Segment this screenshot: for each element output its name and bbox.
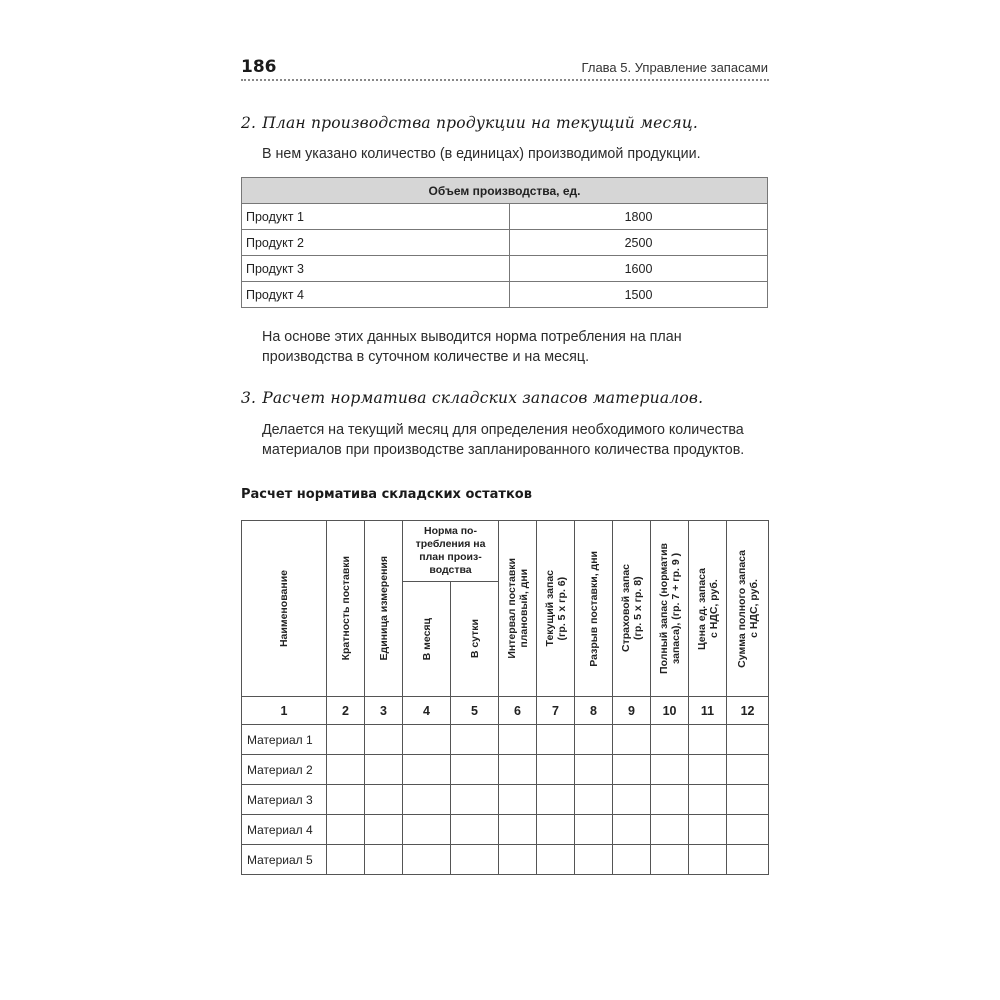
col-header-safety: Страховой запас (гр. 5 х гр. 8) [613,521,651,697]
table-row [242,845,769,875]
col-header-month: В месяц [403,582,451,697]
column-number: 5 [451,697,499,725]
column-number: 4 [403,697,451,725]
material-name: Материал 3 [242,785,327,815]
column-number: 6 [499,697,537,725]
material-name: Материал 1 [242,725,327,755]
table-row [242,230,768,256]
column-number: 11 [689,697,727,725]
column-number: 10 [651,697,689,725]
table-row [242,725,769,755]
norm-table [241,520,769,875]
col-header-name: Наименование [242,521,327,697]
material-name: Материал 4 [242,815,327,845]
column-number: 1 [242,697,327,725]
column-number: 3 [365,697,403,725]
section-3-intro: Делается на текущий месяц для определения необходимого количества материалов при производстве запланированного количества продуктов. [262,422,745,458]
column-number: 7 [537,697,575,725]
col-header-day: В сутки [451,582,499,697]
column-number: 2 [327,697,365,725]
column-number: 8 [575,697,613,725]
section-2-heading [241,114,698,132]
product-name: Продукт 1 [242,204,510,230]
col-header-full: Полный запас (норматив запаса), (гр. 7 + гр. 9 ) [651,521,689,697]
group-header-norm: Норма по- требления на план произ- водства [403,521,499,582]
product-volume: 1500 [510,282,768,308]
col-header-current: Текущий запас (гр. 5 х гр. 6) [537,521,575,697]
product-name: Продукт 4 [242,282,510,308]
section-3-number: 3. [241,389,257,407]
table-row [242,256,768,282]
table-row [242,755,769,785]
section-2-title: План производства продукции на текущий месяц. [262,114,699,132]
column-number: 12 [727,697,769,725]
section-3-heading [241,389,703,407]
section-3-title: Расчет норматива складских запасов материалов. [262,389,704,407]
product-volume: 1600 [510,256,768,282]
table-row [242,815,769,845]
table-row [242,785,769,815]
production-table-header: Объем производства, ед. [242,178,768,204]
product-volume: 2500 [510,230,768,256]
production-table [241,177,768,308]
table-row [242,282,768,308]
page-number: 186 [241,57,277,77]
material-name: Материал 5 [242,845,327,875]
table-row [242,204,768,230]
col-header-unit: Единица измерения [365,521,403,697]
material-name: Материал 2 [242,755,327,785]
column-number: 9 [613,697,651,725]
after-table-text: На основе этих данных выводится норма потребления на план производства в суточном количестве и на месяц. [262,329,682,365]
col-header-gap: Разрыв поставки, дни [575,521,613,697]
chapter-title: Глава 5. Управление запасами [581,60,768,75]
product-name: Продукт 2 [242,230,510,256]
section-2-intro: В нем указано количество (в единицах) производимой продукции. [262,146,701,162]
col-header-price: Цена ед. запаса с НДС, руб. [689,521,727,697]
product-name: Продукт 3 [242,256,510,282]
col-header-sum: Сумма полного запаса с НДС, руб. [727,521,769,697]
norm-table-title: Расчет норматива складских остатков [241,487,532,502]
product-volume: 1800 [510,204,768,230]
col-header-multiplicity: Кратность поставки [327,521,365,697]
section-2-number: 2. [241,114,257,132]
col-header-interval: Интервал поставки плановый, дни [499,521,537,697]
column-numbers-row [242,697,769,725]
header-divider [241,79,769,81]
